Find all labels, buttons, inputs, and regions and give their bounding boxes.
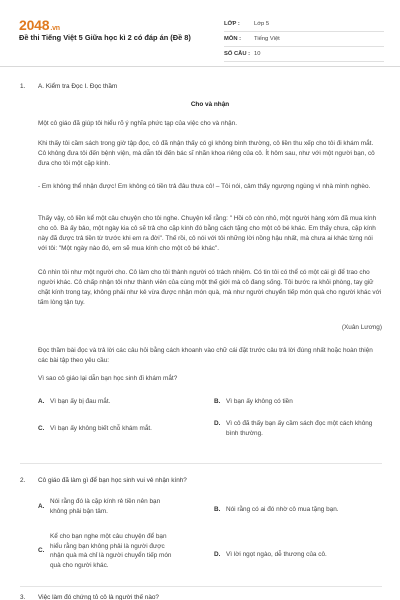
option-d[interactable]: D. Vì lời ngọt ngào, dễ thương của cô.	[214, 551, 327, 558]
story-title: Cho và nhận	[190, 101, 230, 108]
option-b[interactable]: B. Vì bạn ấy không có tiền	[214, 398, 293, 405]
site-logo[interactable]: 2048.vn	[19, 17, 60, 33]
question-number: 2.	[20, 477, 26, 484]
question-number: 3.	[20, 594, 26, 600]
exam-title: Đề thi Tiếng Việt 5 Giữa học kì 2 có đáp án (Đề 8)	[19, 33, 191, 42]
question-text: Vì sao cô giáo lại dẫn bạn học sinh đi khám mắt?	[38, 375, 178, 382]
option-d[interactable]: D. Vì cô đã thấy bạn ấy cầm sách đọc một cách không bình thường.	[214, 420, 373, 437]
story-paragraph: Khi thấy tôi cầm sách trong giờ tập đọc, cô đã nhận thấy có gì không bình thường, cô liền thu xếp cho tôi đi khám mắt. Cô không đưa tôi đến bệnh viện, mà dẫn tôi đến bác sĩ nhãn khoa riêng của cô. Ít hôm sau, như với một người bạn, cô đưa cho tôi một cặp kính.	[38, 140, 375, 167]
story-paragraph: Thấy vậy, cô liền kể một câu chuyện cho tôi nghe. Chuyện kể rằng: " Hồi cô còn nhỏ, một người hàng xóm đã mua kính cho cô. Bà ấy bảo, một ngày kia cô sẽ trả cho cặp kính đó bằng cách tặng cho một cô bé khác. Em thấy chưa, cặp kính này đã được trả tiền từ trước khi em ra đời". Thế rồi, cô nói với tôi những lời nồng hậu nhất, mà chưa ai khác từng nói với tôi: "Một ngày nào đó, em sẽ mua kính cho một cô bé khác".	[38, 215, 377, 252]
option-c[interactable]: C. Kể cho bạn nghe một câu chuyện để bạn hiểu rằng bạn không phải là người được nhận quà mà chỉ là người chuyển tiếp món quà cho người khác.	[38, 533, 172, 569]
question-text: Việc làm đó chứng tỏ cô là người thế nào?	[38, 594, 159, 600]
story-paragraph: - Em không thể nhận được! Em không có tiền trả đâu thưa cô! – Tôi nói, cảm thấy ngượng ngùng vì nhà mình nghèo.	[38, 183, 371, 190]
story-paragraph: Một cô giáo đã giúp tôi hiểu rõ ý nghĩa phức tạp của việc cho và nhận.	[38, 120, 237, 127]
page-header	[0, 0, 400, 64]
option-c[interactable]: C. Vì bạn ấy không biết chỗ khám mắt.	[38, 425, 152, 432]
question-number: 1.	[20, 83, 26, 90]
question-heading: A. Kiểm tra Đọc I. Đọc thầm	[38, 83, 118, 90]
meta-class: LỚP : Lớp 5	[224, 17, 384, 32]
option-a[interactable]: A. Vì bạn ấy bị đau mắt.	[38, 398, 111, 405]
question-divider	[20, 586, 382, 587]
story-paragraph: Cô nhìn tôi như một người cho. Cô làm cho tôi thành người có trách nhiệm. Có tin tôi có thể có một cái gì để trao cho người khác. Cô chấp nhận tôi như thành viên của cùng một thế giới mà cô đang sống. Tôi bước ra khỏi phòng, tay giữ chặt kính trong tay, không phải như kẻ vừa được nhận món quà, mà như người chuyển tiếp món quà cho người khác với tấm lòng tận tụy.	[38, 269, 382, 306]
story-author: (Xuân Lương)	[341, 324, 382, 331]
option-b[interactable]: B. Nói rằng có ai đó nhờ cô mua tặng bạn.	[214, 506, 339, 513]
instruction: Đọc thầm bài đọc và trả lời các câu hỏi bằng cách khoanh vào chữ cái đặt trước câu trả lời đúng nhất hoặc hoàn thiện các bài tập theo yêu cầu:	[38, 347, 373, 364]
header-divider	[0, 66, 400, 67]
exam-meta	[224, 17, 384, 62]
meta-subject: MÔN : Tiếng Việt	[224, 32, 384, 47]
meta-question-count: SỐ CÂU : 10	[224, 47, 384, 62]
question-text: Cô giáo đã làm gì để bạn học sinh vui vẻ nhận kính?	[38, 477, 187, 484]
question-divider	[20, 463, 382, 464]
option-a[interactable]: A. Nói rằng đó là cặp kính rẻ tiền nên bạn không phải bận tâm.	[38, 498, 161, 515]
